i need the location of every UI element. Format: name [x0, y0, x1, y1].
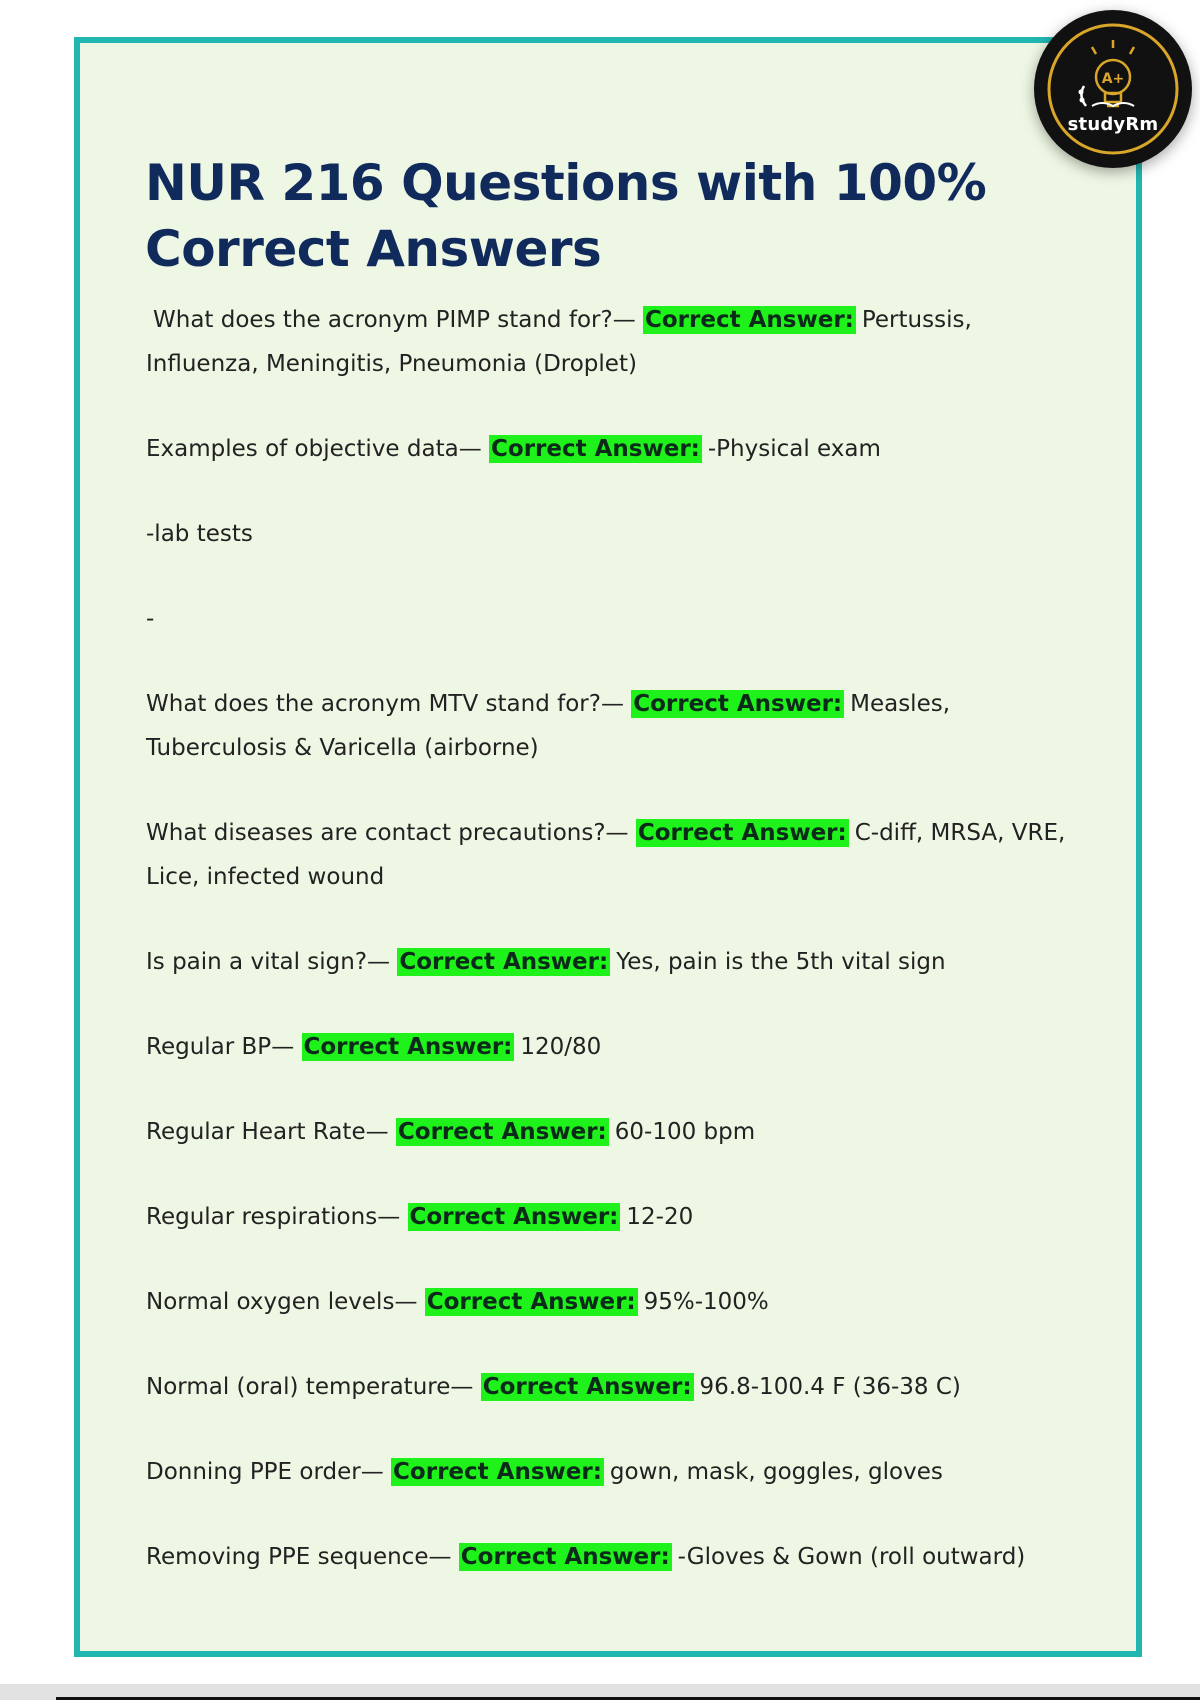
- lightbulb-grade-icon: [1034, 10, 1192, 168]
- correct-answer-label: Correct Answer:: [460, 1544, 670, 1570]
- qa-item-pimp: [146, 298, 1086, 386]
- qa-separator: —: [377, 1204, 401, 1230]
- qa-item-contact-precautions: [146, 811, 1086, 899]
- qa-answer: 120/80: [520, 1034, 602, 1060]
- qa-separator: —: [365, 1119, 389, 1145]
- qa-separator: —: [458, 436, 482, 462]
- qa-answer: -Gloves & Gown (roll outward): [677, 1544, 1026, 1570]
- qa-answer: Measles, Tuberculosis & Varicella (airborne): [146, 691, 951, 761]
- qa-separator: —: [367, 949, 391, 975]
- qa-item-pain: [146, 940, 1086, 984]
- qa-separator: —: [612, 307, 636, 333]
- qa-separator: —: [605, 820, 629, 846]
- qa-question: Normal oxygen levels: [146, 1289, 395, 1315]
- correct-answer-label: Correct Answer:: [399, 949, 609, 975]
- qa-question: Regular BP: [146, 1034, 272, 1060]
- correct-answer-label: Correct Answer:: [637, 820, 847, 846]
- correct-answer-label: Correct Answer:: [491, 436, 700, 462]
- qa-question: Is pain a vital sign?: [146, 949, 368, 975]
- qa-question: Removing PPE sequence: [146, 1544, 429, 1570]
- qa-question: What diseases are contact precautions?: [146, 820, 606, 846]
- page-title: NUR 216 Questions with 100% Correct Answers: [145, 154, 987, 278]
- qa-answer: C-diff, MRSA, VRE, Lice, infected wound: [146, 820, 1066, 890]
- qa-item-donning-ppe: [146, 1450, 1086, 1494]
- qa-answer: 96.8-100.4 F (36-38 C): [699, 1374, 961, 1400]
- correct-answer-label: Correct Answer:: [426, 1289, 636, 1315]
- qa-item-removing-ppe: [146, 1535, 1086, 1579]
- qa-answer: 12-20: [626, 1204, 694, 1230]
- qa-answer: Yes, pain is the 5th vital sign: [616, 949, 946, 975]
- qa-item-mtv: [146, 682, 1086, 770]
- qa-question: Donning PPE order: [146, 1459, 361, 1485]
- studyrm-logo: [1034, 10, 1192, 168]
- qa-item-objective-data: [146, 427, 1086, 471]
- qa-question: Regular Heart Rate: [146, 1119, 366, 1145]
- correct-answer-label: Correct Answer:: [397, 1119, 607, 1145]
- qa-answer: 60-100 bpm: [614, 1119, 756, 1145]
- qa-answer: Pertussis, Influenza, Meningitis, Pneumonia (Droplet): [146, 307, 972, 377]
- qa-question: Regular respirations: [146, 1204, 378, 1230]
- qa-answer: -Physical exam: [707, 436, 881, 462]
- correct-answer-label: Correct Answer:: [393, 1459, 602, 1485]
- qa-separator: —: [360, 1459, 384, 1485]
- qa-answer: gown, mask, goggles, gloves: [609, 1459, 943, 1485]
- qa-item-oxygen: [146, 1280, 1086, 1324]
- qa-separator: —: [428, 1544, 452, 1570]
- qa-item-bp: [146, 1025, 1086, 1069]
- qa-separator: —: [600, 691, 624, 717]
- qa-question: What does the acronym PIMP stand for?: [153, 307, 613, 333]
- qa-answer: 95%-100%: [643, 1289, 769, 1315]
- qa-question: Examples of objective data: [146, 436, 459, 462]
- qa-item-respirations: [146, 1195, 1086, 1239]
- qa-list: [146, 298, 1086, 1620]
- logo-text: studyRm: [1067, 114, 1159, 135]
- correct-answer-label: Correct Answer:: [633, 691, 843, 717]
- qa-separator: —: [394, 1289, 418, 1315]
- logo-badge: A+: [1101, 71, 1125, 87]
- qa-item-heart-rate: [146, 1110, 1086, 1154]
- qa-separator: —: [271, 1034, 295, 1060]
- qa-question: Normal (oral) temperature: [146, 1374, 451, 1400]
- correct-answer-label: Correct Answer:: [303, 1034, 513, 1060]
- correct-answer-label: Correct Answer:: [645, 307, 854, 333]
- qa-separator: —: [450, 1374, 474, 1400]
- correct-answer-label: Correct Answer:: [409, 1204, 619, 1230]
- qa-question: What does the acronym MTV stand for?: [146, 691, 601, 717]
- answer-continuation-line: -lab tests: [146, 521, 253, 547]
- qa-item-temperature: [146, 1365, 1086, 1409]
- correct-answer-label: Correct Answer:: [482, 1374, 692, 1400]
- answer-continuation-line: -: [146, 606, 155, 632]
